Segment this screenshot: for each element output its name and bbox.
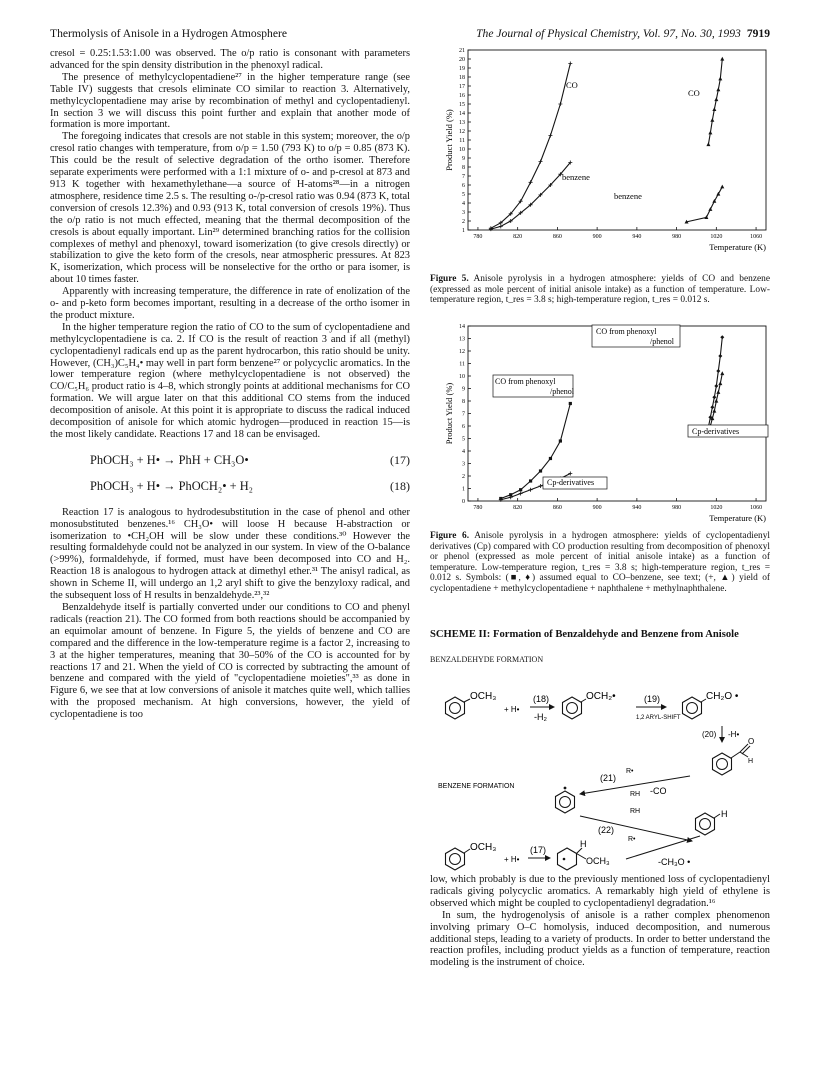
scheme-label: (20) (702, 730, 717, 739)
data-point (718, 77, 722, 81)
data-point (716, 390, 720, 394)
data-point (714, 97, 718, 101)
scheme-label: H (721, 809, 728, 819)
paragraph: In the higher temperature region the ratio of CO to the sum of cyclopentadiene and methylcyclopentadiene is ca. 2. If CO is the result of reaction 3 and if all (methyl) cyclopentadienyl radicals end up as the parent hydrocarbon, this ratio should be unity. However, (CH₃)C₅H₄• may well in part form benzene²⁷ or polycyclic aromatics. In the lower temperature region (where methylcyclopentadiene is not observed) the CO/C₅H₆ product ratio is 4–8, which strongly points at additional mechanisms for CO formation. We will argue later on that this additional CO stems from the induced decomposition of anisole. At this point it is appropriate to discuss the radical induced decomposition of anisole for which atomic hydrogen—produced in reaction 15—is the most likely candidate. Reactions 17 and 18 can be envisaged. (50, 321, 410, 440)
scheme-title: SCHEME II: Formation of Benzaldehyde and Benzene from Anisole (430, 629, 739, 640)
y-tick-label: 14 (459, 111, 465, 118)
y-tick-label: 6 (462, 424, 465, 431)
y-tick-label: 3 (462, 461, 465, 468)
y-tick-label: 8 (462, 165, 465, 172)
figure-5-chart (430, 44, 775, 269)
y-tick-label: 7 (462, 174, 465, 181)
phenyl-radical-structure (556, 787, 575, 813)
chart-annotation: Cp-derivatives (692, 427, 740, 436)
benzaldehyde-structure (713, 744, 754, 775)
y-tick-label: 16 (459, 93, 465, 100)
x-axis-label: Temperature (K) (709, 242, 766, 252)
data-point (558, 102, 562, 106)
data-point (714, 399, 718, 403)
x-tick-label: 1060 (750, 505, 763, 511)
ipso-adduct-structure (558, 848, 587, 870)
chart-annotation: benzene (562, 172, 590, 182)
journal-citation: The Journal of Physical Chemistry, Vol. 97, No. 30, 1993 (476, 27, 741, 40)
y-tick-label: 18 (459, 75, 465, 82)
caption-label: Figure 5. (430, 274, 469, 284)
data-point (549, 457, 552, 460)
scheme-label: R• (626, 768, 634, 775)
paragraph: The presence of methylcyclopentadiene²⁷ in the higher temperature range (see Table IV) suggests that cresols eliminate CO similar to reaction 3. Alternatively, methylcyclopentadiene may arise by recombination of methyl and cyclopentadienyl. In section 3 we will discuss this point further and explain that another mode of formation is more important. (50, 71, 410, 131)
data-point (716, 369, 720, 373)
scheme-label: BENZENE FORMATION (438, 783, 515, 790)
data-point (708, 131, 712, 135)
y-tick-label: 9 (462, 386, 465, 393)
paragraph: In sum, the hydrogenolysis of anisole is a rather complex phenomenon involving primary O–C homolysis, induced decomposition, and numerous additional steps, leading to a variety of products. In order to better understand the reaction profiles, including product yields as a function of temperature, reaction modeling is the instrument of choice. (430, 909, 770, 969)
y-tick-label: 0 (462, 499, 465, 506)
equation-number: (17) (390, 452, 410, 467)
chart-annotation: benzene (614, 191, 642, 201)
plot-frame (468, 326, 766, 501)
scheme-label: CH₂O • (706, 691, 739, 702)
data-point (718, 354, 722, 358)
data-point (714, 384, 718, 388)
scheme-label: + H• (504, 705, 520, 714)
data-point (718, 381, 722, 385)
scheme-label: R• (628, 836, 636, 843)
data-point (720, 57, 724, 61)
y-tick-label: 19 (459, 66, 465, 73)
scheme-label: OCH₃ (470, 842, 497, 853)
caption-text: Anisole pyrolysis in a hydrogen atmosphere: yields of CO and benzene (expressed as mole percent of initial anisole intake) as a function of temperature. Low-temperature region, t_res = 3.8 s; high-temperature region, t_res = 0.012 s. (430, 274, 770, 306)
data-point (720, 335, 724, 339)
data-point (568, 62, 572, 66)
data-point (539, 160, 543, 164)
scheme-label: -CO (650, 786, 667, 796)
scheme-label: + H• (504, 855, 520, 864)
equation-17 (90, 452, 410, 467)
scheme-label: RH (630, 808, 641, 815)
left-column (50, 48, 410, 721)
data-point (712, 395, 716, 399)
scheme-label: (17) (530, 845, 547, 855)
x-tick-label: 820 (513, 234, 523, 240)
equation-text: PhOCH₃ + H• → PhOCH₂• + H₂ (90, 478, 253, 493)
y-tick-label: 10 (459, 147, 465, 154)
series-line (491, 163, 570, 230)
y-tick-label: 4 (462, 201, 465, 208)
scheme-label: -CH₃O • (658, 857, 691, 867)
scheme-label: (19) (644, 694, 661, 704)
y-tick-label: 13 (459, 336, 465, 343)
data-point (529, 180, 533, 184)
y-tick-label: 2 (462, 219, 465, 226)
y-tick-label: 3 (462, 210, 465, 217)
data-point (712, 107, 716, 111)
y-tick-label: 1 (462, 228, 465, 235)
x-tick-label: 900 (592, 505, 602, 511)
data-point (716, 87, 720, 91)
data-point (568, 472, 572, 476)
scheme-label: H (748, 758, 754, 765)
x-tick-label: 860 (552, 505, 562, 511)
scheme-label: OCH₃ (470, 691, 497, 702)
chart-annotation: CO from phenoxyl (495, 377, 556, 386)
y-tick-label: 6 (462, 183, 465, 190)
x-tick-label: 820 (513, 505, 523, 511)
x-tick-label: 1020 (710, 234, 723, 240)
y-tick-label: 21 (459, 48, 465, 55)
x-tick-label: 940 (632, 505, 642, 511)
anisole-structure (446, 697, 471, 719)
x-tick-label: 980 (672, 505, 682, 511)
equation-block (50, 452, 410, 493)
y-axis-label: Product Yield (%) (444, 382, 454, 445)
y-tick-label: 14 (459, 324, 465, 331)
data-point (712, 409, 716, 413)
anisyl-radical-structure (563, 697, 587, 719)
data-point (539, 469, 542, 472)
series-line (687, 187, 723, 222)
data-point (519, 492, 523, 496)
y-tick-label: 13 (459, 120, 465, 127)
y-tick-label: 5 (462, 436, 465, 443)
y-tick-label: 7 (462, 411, 465, 418)
data-point (706, 142, 710, 146)
caption-text: Anisole pyrolysis in a hydrogen atmosphere: yields of cyclopentadienyl derivatives (Cp) compared with CO production resulting from decomposition of phenoxyl or phenol (expressed as mole percent of initial anisole intake) as a function of temperature. Low-temperature region, t_res = 3.8 s; high-temperature region, t_res = 0.012 s. Symbols: (■, ♦) assumed equal to CO–benzene, see text; (+, ▲) yield of cyclopentadiene + methylcyclopentadiene + naphthalene + methylnaphthalene. (430, 531, 771, 594)
y-tick-label: 9 (462, 156, 465, 163)
x-tick-label: 860 (552, 234, 562, 240)
paragraph: Reaction 17 is analogous to hydrodesubstitution in the case of phenol and other monosubstituted benzenes.¹⁶ CH₃O• will loose H because H-abstraction or isomerization to •CH₂OH will be slow under these conditions.³⁰ However the resulting formaldehyde could not be analyzed in our system. In view of the O-balance (>99%), formaldehyde, if formed, must have been decomposed into CO and H₂. Reaction 18 is analogous to hydrogen attack at dimethyl ether.³¹ The anisyl radical, as shown in Scheme II, will undergo an 1,2 aryl shift to give the benzyloxy radical, and the subsequent loss of H results in benzaldehyde.²³,³² (50, 506, 410, 602)
figure-6-caption (430, 531, 770, 595)
scheme-label: O (748, 737, 755, 746)
x-axis-label: Temperature (K) (709, 513, 766, 523)
data-point (539, 484, 543, 488)
scheme-label: (22) (598, 825, 615, 835)
data-point (499, 224, 503, 228)
scheme-label: -H₂ (534, 712, 547, 722)
data-point (529, 488, 533, 492)
x-tick-label: 940 (632, 234, 642, 240)
x-tick-label: 980 (672, 234, 682, 240)
y-tick-label: 8 (462, 399, 465, 406)
equation-number: (18) (390, 478, 410, 493)
x-tick-label: 780 (473, 234, 483, 240)
x-tick-label: 1020 (710, 505, 723, 511)
data-point (569, 402, 572, 405)
running-header-right (476, 27, 770, 40)
y-tick-label: 12 (459, 349, 465, 356)
y-tick-label: 15 (459, 102, 465, 109)
y-tick-label: 12 (459, 129, 465, 136)
chart-annotation: CO (566, 80, 578, 90)
scheme-label: (18) (533, 694, 550, 704)
data-point (529, 479, 532, 482)
scheme-label: RH (630, 791, 641, 798)
chart-annotation: Cp-derivatives (547, 478, 595, 487)
y-tick-label: 17 (459, 84, 465, 91)
chart-annotation: CO from phenoxyl (596, 327, 657, 336)
chart-annotation: /phenol (650, 337, 674, 346)
scheme-ii-diagram (430, 666, 775, 876)
scheme-label: 1,2 ARYL-SHIFT (636, 715, 681, 721)
data-point (519, 488, 522, 491)
benzene-product-structure (696, 813, 721, 835)
y-axis-label: Product Yield (%) (444, 109, 454, 171)
chart-annotation: /phenol (550, 387, 574, 396)
y-tick-label: 10 (459, 374, 465, 381)
x-tick-label: 900 (592, 234, 602, 240)
x-tick-label: 780 (473, 505, 483, 511)
paragraph: cresol = 0.25:1.53:1.00 was observed. The o/p ratio is consonant with parameters advanced for the spin density distribution in the phenoxyl radical. (50, 48, 410, 71)
data-point (548, 134, 552, 138)
data-point (720, 185, 724, 189)
figure-6-chart (430, 318, 775, 528)
y-tick-label: 2 (462, 474, 465, 481)
anisole-structure (446, 848, 471, 870)
equation-18 (90, 478, 410, 493)
scheme-label: -H• (728, 730, 740, 739)
y-tick-label: 20 (459, 57, 465, 64)
paragraph: The foregoing indicates that cresols are not stable in this system; moreover, the o/p cresol ratio changes with temperature, from o/p = 1.50 (793 K) to o/p = 0.85 (873 K). This could be the result of selective degradation of the ortho isomer. Therefore separate experiments were performed with a 1:1 mixture of o- and p-cresol at 873 and 913 K together with hexamethylethane—a source of H-atoms²⁸—in a nitrogen atmosphere, residence time 2.5 s. The resulting o-/p-cresol ratio was 0.94 (873 K, total conversion of cresols 12.3%) and 0.93 (913 K, total conversion of cresols 19%). Thus the o/p ratio is not much effected, meaning that the thermal decomposition of the cresols is about equally important. Lin²⁹ determined branching ratios for the collision complexes of methyl and phenoxyl, toward isomerization (to give cresols directly) or stabilization to give the keto form of the cresols, near atmospheric pressures. At 823 K, isomerization, which process will be nonselective for the ortho or para isomer, is about 10 times faster. (50, 131, 410, 286)
x-tick-label: 1060 (750, 234, 763, 240)
plot-frame (468, 50, 766, 230)
scheme-label: OCH₃ (586, 856, 610, 866)
paragraph: Apparently with increasing temperature, the difference in rate of enolization of the o- and p-keto form becomes important, resulting in a decrease of the ortho isomer in the product mixture. (50, 286, 410, 321)
y-tick-label: 5 (462, 192, 465, 199)
scheme-label: H (580, 839, 587, 849)
benzyloxy-radical-structure (683, 697, 707, 719)
y-tick-label: 11 (459, 138, 465, 145)
paragraph: Benzaldehyde itself is partially converted under our conditions to CO and phenyl radicals (reaction 21). The CO formed from both reactions should be accompanied by an equimolar amount of benzene. In Figure 5, the yields of benzene and CO are compared and the difference in the low-temperature regime is a factor 2, increasing to 3 at the higher temperatures, meaning that 30–50% of the CO is accounted for by reactions 17 and 21. When the yield of CO is corrected by subtracting the amount of benzene and compared with the yield of "cyclopentadiene moieties",³³ as done in Figure 6, we see that at low conversions of anisole it matches quite well, which tallies with the proposed mechanism. At high conversions, however, the yield of cyclopentadiene is too (50, 601, 410, 721)
figure-5-caption (430, 274, 770, 306)
y-tick-label: 4 (462, 449, 465, 456)
equation-text: PhOCH₃ + H• → PhH + CH₃O• (90, 452, 249, 467)
y-tick-label: 1 (462, 486, 465, 493)
paragraph: low, which probably is due to the previously mentioned loss of cyclopentadienyl radicals giving polycyclic aromatics. A remarkably high yield of ethylene is observed which might be coupled to cyclopentadienyl degradation.¹⁶ (430, 874, 770, 909)
right-column-bottom (430, 874, 770, 969)
y-tick-label: 11 (459, 361, 465, 368)
data-point (710, 118, 714, 122)
caption-label: Figure 6. (430, 531, 470, 541)
chart-annotation: CO (688, 88, 700, 98)
page-number: 7919 (746, 27, 770, 40)
scheme-label: (21) (600, 773, 617, 783)
data-point (720, 371, 724, 375)
data-point (710, 405, 714, 409)
running-header-left: Thermolysis of Anisole in a Hydrogen Atmosphere (50, 27, 287, 40)
scheme-label: OCH₂• (586, 691, 616, 702)
data-point (559, 439, 562, 442)
scheme-subtitle: BENZALDEHYDE FORMATION (430, 655, 544, 664)
